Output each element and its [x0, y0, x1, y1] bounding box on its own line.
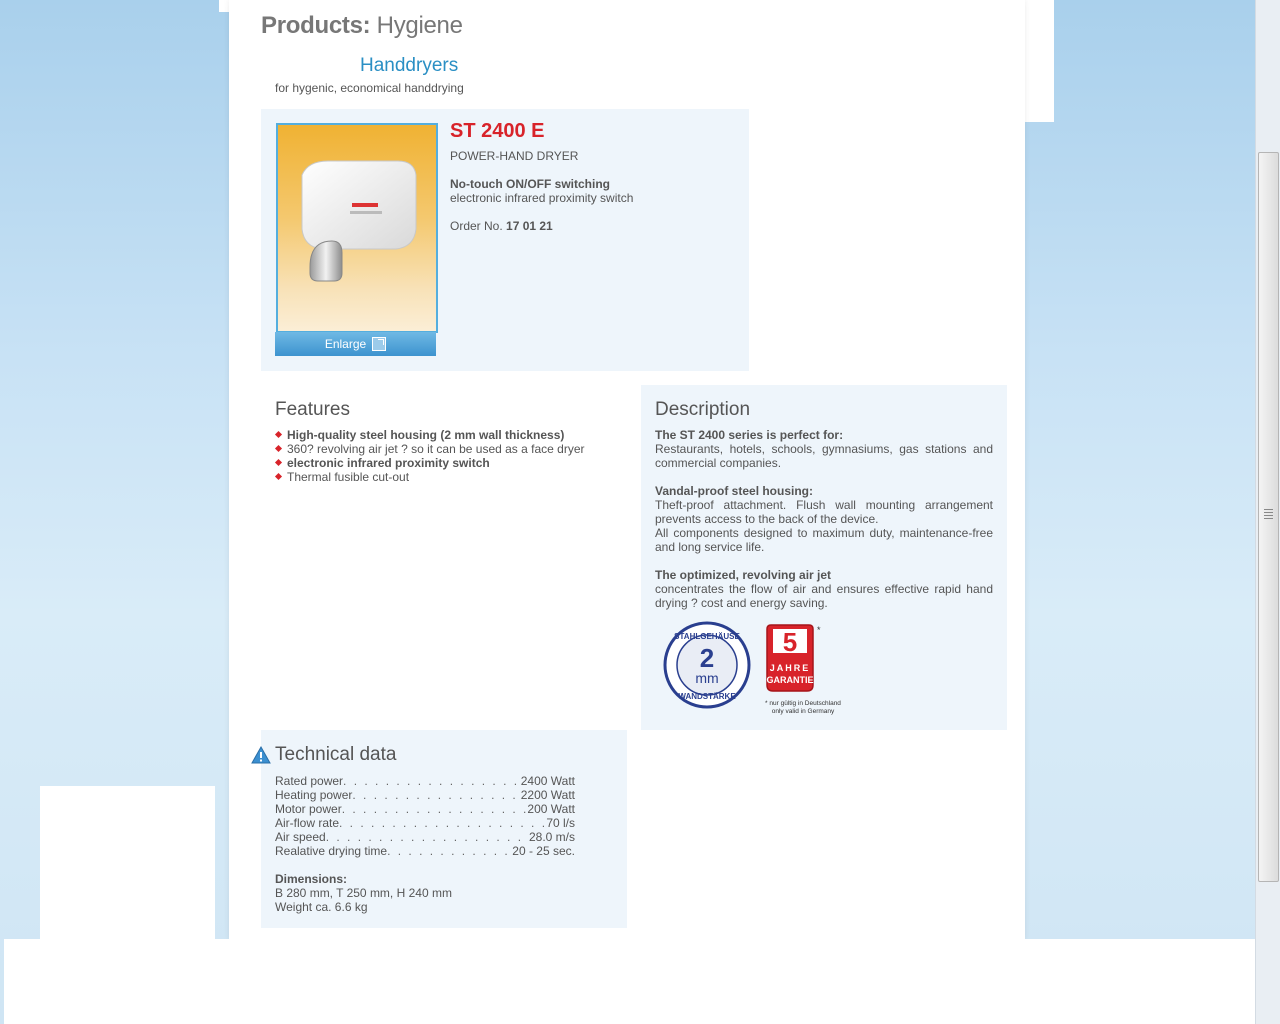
bg-patch-bottom-left	[40, 786, 215, 940]
footer-strip	[4, 939, 1274, 1024]
category-subtitle: for hygenic, economical handdrying	[275, 81, 464, 95]
product-key-feature	[450, 177, 633, 205]
scrollbar-grip-icon	[1264, 509, 1273, 510]
tech-label: Air-flow rate	[275, 816, 340, 830]
description-paragraph	[655, 484, 993, 554]
tech-value: 28.0 m/s	[528, 830, 575, 844]
warranty-line2: GARANTIE	[766, 675, 814, 685]
warranty-line1: JAHRE	[769, 663, 811, 673]
enlarge-button[interactable]	[275, 332, 436, 356]
vertical-scrollbar[interactable]	[1255, 0, 1280, 1024]
steel-badge-top-text: STAHLGEHÄUSE	[674, 632, 740, 641]
page-title	[261, 12, 463, 40]
description-heading: Vandal-proof steel housing:	[655, 484, 814, 498]
weight-value: Weight ca. 6.6 kg	[275, 900, 368, 914]
feature-item: Thermal fusible cut-out	[275, 470, 625, 484]
breadcrumb-category: Hygiene	[370, 12, 463, 39]
feature-item: 360? revolving air jet ? so it can be used as a face dryer	[275, 442, 625, 456]
features-section	[275, 399, 625, 484]
warranty-badge-icon	[765, 625, 841, 715]
features-title: Features	[275, 399, 350, 420]
tech-row	[275, 788, 575, 802]
description-heading: The optimized, revolving air jet	[655, 568, 832, 582]
steel-housing-badge-icon	[665, 623, 749, 707]
tech-row	[275, 802, 575, 816]
technical-data-title: Technical data	[275, 744, 397, 765]
steel-badge-bottom-text: WANDSTÄRKE	[678, 692, 736, 701]
tech-value: 200 Watt	[527, 802, 575, 816]
warranty-star: *	[817, 625, 821, 635]
tech-label: Motor power	[275, 802, 342, 816]
warranty-note2: only valid in Germany	[771, 708, 835, 715]
dimensions-heading: Dimensions:	[275, 872, 348, 886]
tech-label: Rated power	[275, 774, 344, 788]
warning-icon	[251, 746, 271, 764]
tech-row	[275, 844, 575, 858]
steel-badge-number: 2	[699, 643, 715, 673]
description-body: All components designed to maximum duty, maintenance-free and long service life.	[655, 526, 993, 554]
scrollbar-thumb[interactable]	[1258, 152, 1279, 882]
order-number	[450, 219, 553, 233]
technical-data-section	[261, 730, 627, 928]
bg-patch-right	[1024, 0, 1054, 122]
description-body: concentrates the flow of air and ensures effective rapid hand drying ? cost and energy saving.	[655, 582, 993, 610]
order-label: Order No.	[450, 219, 507, 233]
tech-value: 20 - 25 sec.	[512, 844, 575, 858]
description-title: Description	[655, 399, 751, 420]
tech-label: Air speed	[275, 830, 326, 844]
description-paragraph	[655, 568, 993, 610]
warranty-number: 5	[782, 627, 798, 657]
description-paragraph	[655, 428, 993, 470]
tech-row	[275, 774, 575, 788]
warranty-note1: * nur gültig in Deutschland	[765, 700, 841, 707]
breadcrumb-section: Products:	[261, 12, 371, 39]
feature-item: electronic infrared proximity switch	[275, 456, 625, 470]
description-body: Restaurants, hotels, schools, gymnasiums, gas stations and commercial companies.	[655, 442, 993, 470]
description-heading: The ST 2400 series is perfect for:	[655, 428, 844, 442]
features-list	[275, 428, 625, 484]
tech-row	[275, 830, 575, 844]
category-title[interactable]: Handdryers	[360, 55, 459, 76]
tech-label: Heating power	[275, 788, 353, 802]
product-image[interactable]	[276, 123, 438, 333]
steel-badge-unit: mm	[695, 670, 719, 686]
dimensions-block	[275, 872, 452, 914]
tech-value: 2400 Watt	[520, 774, 575, 788]
quality-badges	[663, 621, 843, 717]
zoom-icon	[372, 337, 386, 351]
enlarge-label: Enlarge	[324, 337, 367, 351]
product-feature-heading: No-touch ON/OFF switching	[450, 177, 610, 191]
description-body: Theft-proof attachment. Flush wall mounting arrangement prevents access to the back of the device.	[655, 498, 993, 526]
tech-row	[275, 816, 575, 830]
product-feature-text: electronic infrared proximity switch	[450, 191, 634, 205]
product-name: ST 2400 E	[450, 120, 545, 142]
feature-item: High-quality steel housing (2 mm wall thickness)	[275, 428, 625, 442]
description-section	[641, 385, 1007, 730]
product-type: POWER-HAND DRYER	[450, 149, 579, 163]
dimensions-value: B 280 mm, T 250 mm, H 240 mm	[275, 886, 452, 900]
hand-dryer-image-icon	[288, 157, 428, 287]
content-page	[229, 0, 1025, 940]
order-value: 17 01 21	[506, 219, 553, 233]
tech-value: 2200 Watt	[520, 788, 575, 802]
tech-value: 70 l/s	[546, 816, 575, 830]
technical-data-list	[275, 774, 575, 858]
tech-label: Realative drying time	[275, 844, 388, 858]
product-box	[261, 109, 749, 371]
